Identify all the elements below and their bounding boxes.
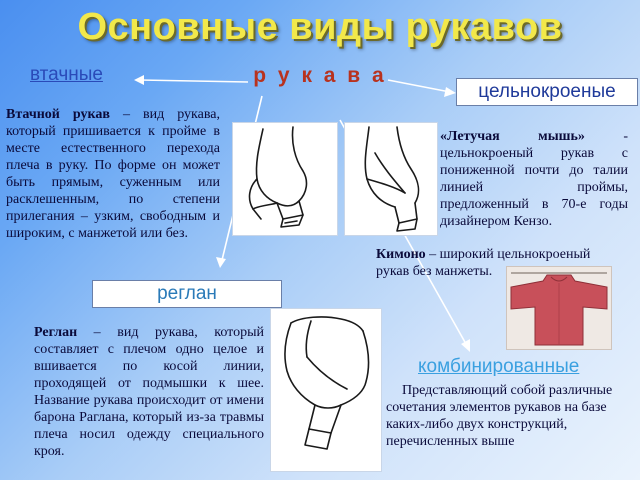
batwing-description (440, 128, 628, 230)
raglan-term: Реглан (34, 325, 78, 340)
raglan-sleeve-sketch-icon (271, 309, 381, 471)
raglan-description (34, 324, 264, 460)
set-in-sleeve-sketch-icon (233, 123, 337, 235)
kimono-photo (506, 266, 612, 350)
category-one-piece[interactable]: цельнокроеные (456, 78, 638, 106)
raglan-sleeve-image (270, 308, 382, 472)
batwing-term: «Летучая мышь» (440, 129, 585, 144)
kimono-term: Кимоно (376, 247, 426, 262)
subtitle: р у к а в а (253, 64, 387, 87)
set-in-term: Втачной рукав (6, 107, 110, 122)
kimono-desc: – широкий цельнокроеный рукав без манжеты. (376, 247, 591, 279)
category-raglan[interactable]: реглан (92, 280, 282, 308)
category-set-in[interactable]: втачные (30, 64, 103, 85)
kimono-blouse-photo-icon (507, 267, 611, 349)
category-combined[interactable]: комбинированные (418, 356, 580, 377)
set-in-desc: – вид рукава, который пришивается к пройме в месте естественного перехода плеча в руку. По форме он может быть прямым, суженным или расклешенным, по степени прилегания – узким, свободным и широким, с манжетой или без. (6, 107, 220, 241)
batwing-sleeve-sketch-icon (345, 123, 437, 235)
batwing-sleeve-image (344, 122, 438, 236)
raglan-desc: – вид рукава, который составляет с плечом одно целое и вшивается по косой линии, проходящей от подмышки к шее. Название рукава происходит от имени барона Раглана, который из-за травмы плеча носил одежду специального кроя. (34, 325, 264, 459)
batwing-desc: - цельнокроеный рукав с пониженной почти до талии линией проймы, предложенный в 70-е годы дизайнером Кензо. (440, 129, 628, 229)
set-in-sleeve-image (232, 122, 338, 236)
set-in-description (6, 106, 220, 242)
combined-description: Представляющий собой различные сочетания элементов рукавов на базе каких-либо двух конструкций, перечисленных выше (386, 383, 613, 449)
page-title: Основные виды рукавов (77, 6, 563, 48)
